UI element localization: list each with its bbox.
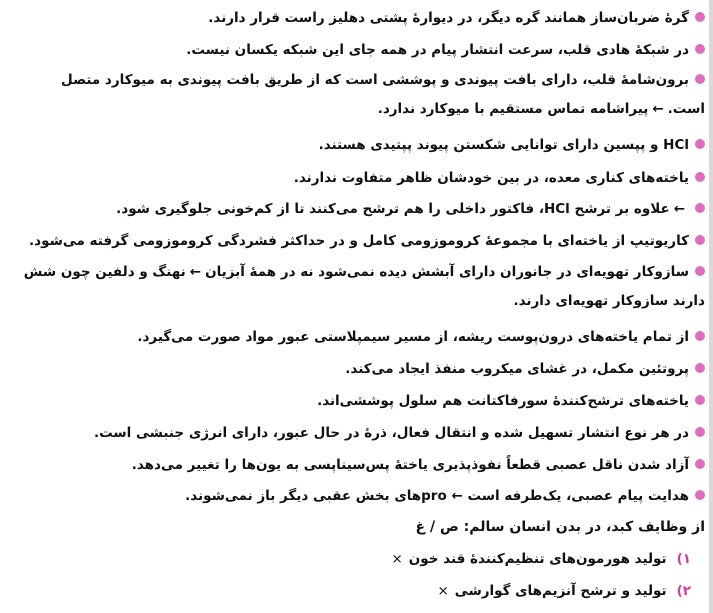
bullet-icon: [695, 74, 705, 84]
list-item: [10, 199, 705, 219]
answer-option: [437, 583, 691, 599]
item-text: علاوه بر ترشح HCl، فاکتور داخلی را هم ترشح می‌کنند تا از کم‌خونی جلوگیری شود.: [116, 201, 670, 217]
answer-option: [391, 551, 691, 567]
item-text: سازوکار تهویه‌ای در جانوران دارای آبشش دیده نمی‌شود نه در همهٔ آبزیان: [205, 264, 689, 280]
item-text: پروتئین مکمل، در غشای میکروب منفذ ایجاد می‌کند.: [345, 361, 689, 377]
list-item: [10, 8, 705, 28]
arrow-icon: ←: [189, 264, 202, 280]
list-item: [10, 455, 705, 475]
bullet-icon: [695, 427, 705, 437]
bullet-icon: [695, 266, 705, 276]
bullet-icon: [695, 490, 705, 500]
list-item: [10, 327, 705, 347]
item-text: برون‌شامهٔ قلب، دارای بافت پیوندی و پوششی است که از طریق بافت پیوندی به میوکارد متصل است.: [61, 72, 705, 117]
arrow-icon: ←: [652, 101, 664, 117]
bullet-icon: [695, 172, 705, 182]
item-text: آزاد شدن ناقل عصبی قطعاً نفوذپذیری یاختهٔ پس‌سیناپسی به یون‌ها را تغییر می‌دهد.: [131, 457, 689, 473]
bullet-icon: [695, 459, 705, 469]
item-text: HCl و پپسین دارای توانایی شکستن پیوند پپتیدی هستند.: [318, 137, 689, 153]
item-text: در هر نوع انتشار تسهیل شده و انتقال فعال، ذرهٔ در حال عبور، دارای انرژی جنبشی است.: [93, 425, 689, 441]
bullet-icon: [695, 139, 705, 149]
item-text: کاریوتیپ از یاخته‌ای با مجموعهٔ کروموزومی کامل و در حداکثر فشردگی کروموزومی گرفته می‌شود.: [29, 233, 689, 249]
item-text: یاخته‌های کناری معده، در بین خودشان ظاهر متفاوت ندارند.: [293, 170, 689, 186]
list-item: [10, 231, 705, 251]
option-text: تولید و ترشح آنزیم‌های گوارشی: [454, 583, 667, 599]
item-text: یاخته‌های ترشح‌کنندهٔ سورفاکتانت هم سلول پوششی‌اند.: [317, 393, 689, 409]
item-text-continued: پیراشامه تماس مستقیم با میوکارد ندارد.: [377, 101, 649, 117]
option-text: تولید هورمون‌های تنظیم‌کنندهٔ قند خون: [408, 551, 667, 567]
item-text: در شبکهٔ هادی قلب، سرعت انتشار پیام در همه جای این شبکه یکسان نیست.: [186, 42, 689, 58]
bullet-icon: [695, 203, 705, 213]
list-item: [10, 66, 705, 124]
item-text: گرهٔ ضربان‌ساز همانند گره دیگر، در دیوارهٔ پشتی دهلیز راست قرار دارند.: [208, 10, 689, 26]
list-item: [10, 40, 705, 60]
item-text-continued: نهنگ و دلفین چون شش دارند سازوکار تهویه‌ای دارند.: [23, 264, 705, 309]
bullet-icon: [695, 331, 705, 341]
list-item: [10, 168, 705, 188]
bullet-icon: [695, 395, 705, 405]
bullet-icon: [695, 235, 705, 245]
page-edge-line: [709, 0, 713, 613]
bullet-icon: [695, 44, 705, 54]
cross-mark-icon: ×: [437, 583, 449, 599]
arrow-icon: ←: [673, 201, 685, 217]
list-item: [10, 359, 705, 379]
bullet-icon: [695, 12, 705, 22]
question-heading: از وظایف کبد، در بدن انسان سالم: ص / غ: [415, 519, 705, 535]
item-text: هدایت پیام عصبی، یک‌طرفه است ← proهای بخش عقبی دیگر باز نمی‌شوند.: [185, 488, 689, 504]
list-item: [10, 135, 705, 155]
option-number: ۲): [676, 583, 691, 599]
list-item: [10, 423, 705, 443]
list-item: [10, 258, 705, 316]
list-item: [10, 391, 705, 411]
bullet-icon: [695, 363, 705, 373]
list-item: [10, 486, 705, 506]
option-number: ۱): [676, 551, 691, 567]
item-text: از تمام یاخته‌های درون‌پوست ریشه، از مسیر سیمپلاستی عبور مواد صورت می‌گیرد.: [137, 329, 689, 345]
cross-mark-icon: ×: [391, 551, 403, 567]
